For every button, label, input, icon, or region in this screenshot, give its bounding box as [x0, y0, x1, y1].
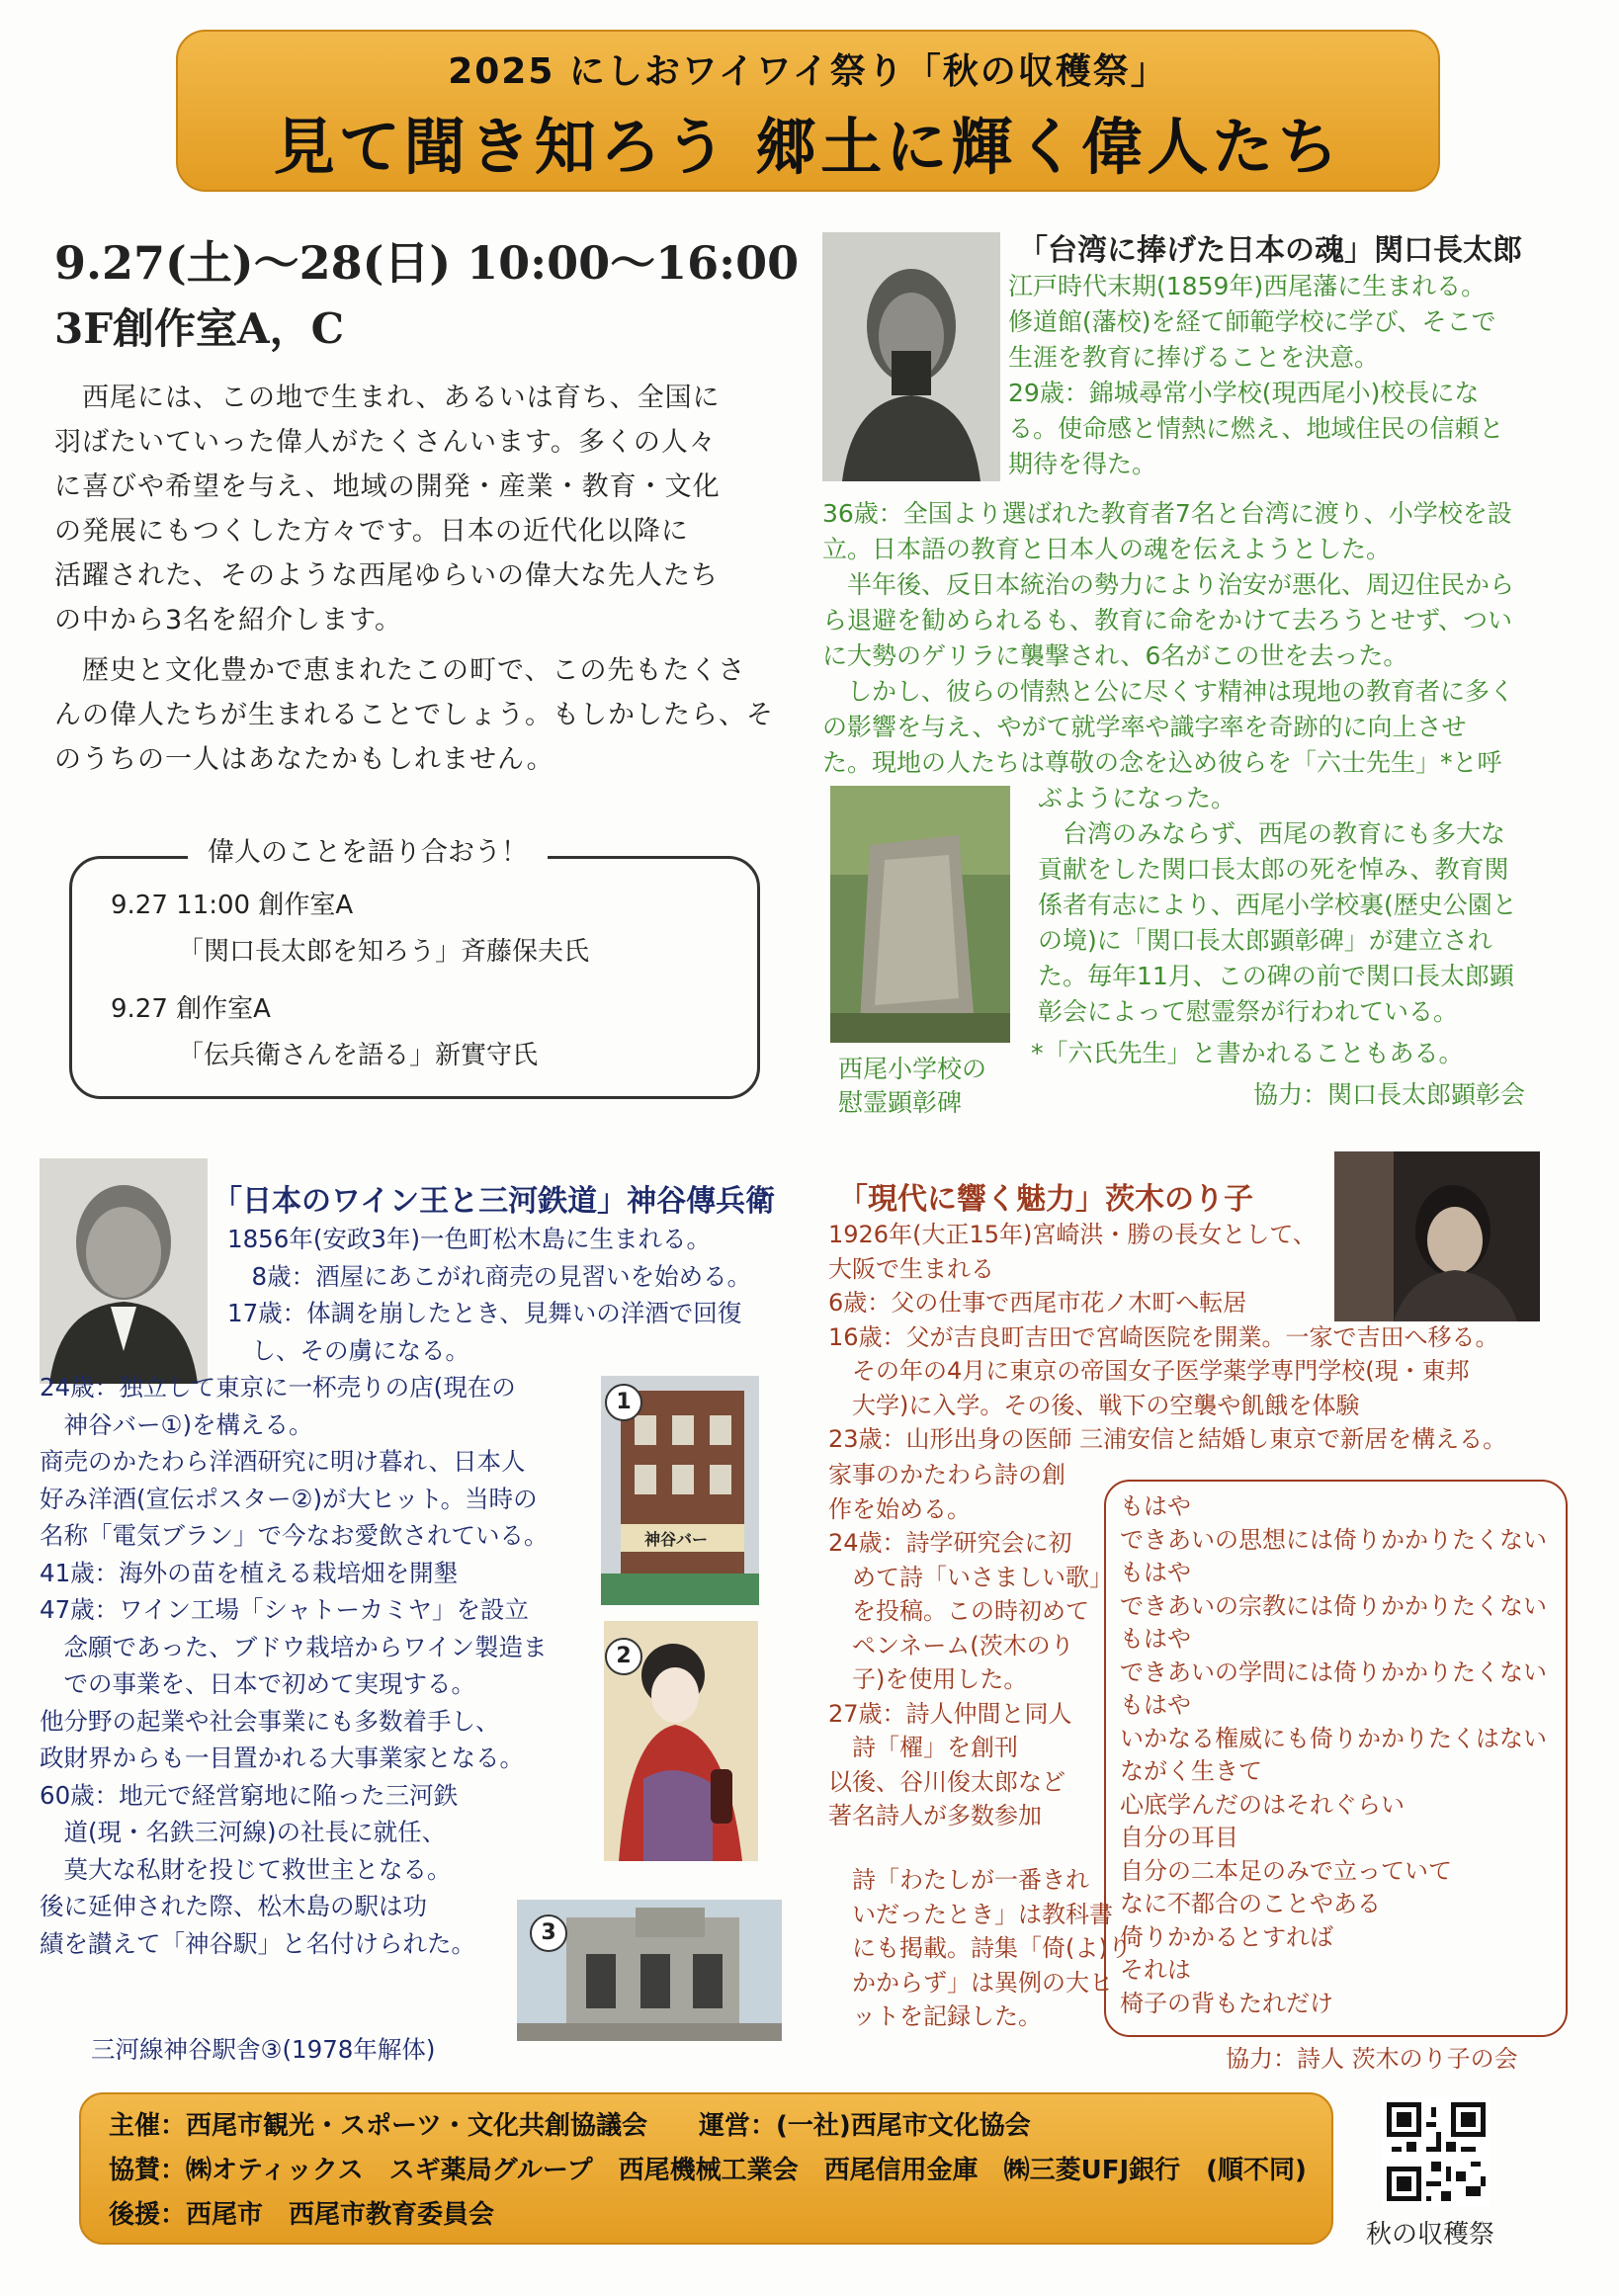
photo-badge-1: 1 — [605, 1384, 642, 1421]
sekiguchi-line: ぶようになった。 — [1038, 784, 1236, 812]
ibaragi-line: 27歳：詩人仲間と同人 — [828, 1699, 1072, 1728]
ibaragi-line: 著名詩人が多数参加 — [828, 1802, 1042, 1829]
kamiya-line: 神谷バー①)を構える。 — [40, 1409, 313, 1439]
monument-photo — [830, 786, 1010, 1043]
sekiguchi-line: の境)に「関口長太郎顕彰碑」が建立され — [1038, 926, 1492, 955]
sekiguchi-line: 立。日本語の教育と日本人の魂を伝えようとした。 — [822, 535, 1392, 563]
sekiguchi-line: の影響を与え、やがて就学率や識字率を奇跡的に向上させ — [822, 713, 1467, 741]
intro-text — [54, 376, 774, 782]
talk-box-title: 偉人のことを語り合おう！ — [188, 830, 548, 869]
sekiguchi-line: た。毎年11月、この碑の前で関口長太郎顕 — [1038, 962, 1514, 990]
ibaragi-line: 23歳：山形出身の医師 三浦安信と結婚し東京で新居を構える。 — [828, 1425, 1507, 1453]
kamiya-line: 他分野の起業や社会事業にも多数着手し、 — [40, 1706, 500, 1736]
ibaragi-line: 詩「わたしが一番きれ — [828, 1866, 1089, 1894]
ibaragi-line: 大阪で生まれる — [828, 1254, 994, 1283]
ibaragi-credit: 協力：詩人 茨木のり子の会 — [1226, 2045, 1518, 2073]
kamiya-line: 名称「電気ブラン」で今なお愛飲されている。 — [40, 1521, 549, 1550]
monument-caption — [838, 1053, 986, 1120]
intro-line: の中から3名を紹介します。 — [54, 605, 403, 636]
kamiya-line: 8歳：酒屋にあこがれ商売の見習いを始める。 — [227, 1261, 752, 1291]
ibaragi-line: 大学)に入学。その後、戦下の空襲や飢餓を体験 — [828, 1391, 1360, 1419]
poem-line: もはや — [1120, 1492, 1191, 1520]
intro-line: 西尾には、この地で生まれ、あるいは育ち、全国に — [54, 383, 721, 413]
ibaragi-line: にも掲載。詩集「倚(よ)り — [828, 1934, 1132, 1962]
ibaragi-bio-mid — [828, 1458, 1113, 1833]
sekiguchi-portrait — [822, 232, 1000, 481]
talk-1-when: 9.27 11:00 創作室A — [111, 891, 354, 920]
intro-line: 羽ばたいていった偉人がたくさんいます。多くの人々 — [54, 427, 717, 458]
talk-1-topic: 「関口長太郎を知ろう」斉藤保夫氏 — [178, 937, 590, 967]
sekiguchi-line: 期待を得た。 — [1008, 450, 1157, 478]
kamiya-line: 17歳：体調を崩したとき、見舞いの洋酒で回復 — [227, 1299, 742, 1327]
intro-line: の発展にもつくした方々です。日本の近代化以降に — [54, 516, 689, 547]
kamiya-line: 47歳：ワイン工場「シャトーカミヤ」を設立 — [40, 1595, 529, 1624]
event-datetime: 9.27(土)～28(日) 10:00～16:00 — [54, 236, 800, 290]
station-caption: 三河線神谷駅舎③(1978年解体) — [91, 2035, 436, 2064]
sekiguchi-bio-mid — [822, 496, 1514, 781]
kamiya-title: 「日本のワイン王と三河鉄道」神谷傳兵衛 — [213, 1184, 776, 1219]
kamiya-portrait — [40, 1158, 208, 1384]
kamiya-line: 後に延伸された際、松木島の駅は功 — [40, 1892, 427, 1920]
kamiya-line: 績を讃えて「神谷駅」と名付けられた。 — [40, 1928, 475, 1958]
intro-line: のうちの一人はあなたかもしれません。 — [54, 744, 554, 775]
kamiya-line: 24歳：独立して東京に一杯売りの店(現在の — [40, 1373, 516, 1402]
footer-support: 後援：西尾市 西尾市教育委員会 — [109, 2200, 495, 2230]
ibaragi-line: いだったとき」は教科書 — [828, 1900, 1113, 1928]
sekiguchi-bio-top — [1008, 269, 1504, 482]
poem-line: もはや — [1120, 1625, 1191, 1653]
sekiguchi-title: 「台湾に捧げた日本の魂」関口長太郎 — [1018, 233, 1522, 268]
ibaragi-line: ットを記録した。 — [828, 2002, 1042, 2030]
intro-line: 活躍された、そのような西尾ゆらいの偉大な先人たち — [54, 560, 719, 591]
ibaragi-line: 家事のかたわら詩の創 — [828, 1461, 1065, 1488]
talk-2-when: 9.27 創作室A — [111, 994, 271, 1024]
ibaragi-line: 6歳：父の仕事で西尾市花ノ木町へ転居 — [828, 1289, 1247, 1317]
ibaragi-line: 以後、谷川俊太郎など — [828, 1767, 1065, 1796]
intro-line: 歴史と文化豊かで恵まれたこの町で、この先もたくさ — [54, 655, 746, 686]
monument-caption-line: 西尾小学校の — [838, 1055, 987, 1083]
qr-code[interactable] — [1382, 2097, 1491, 2206]
photo-badge-2: 2 — [605, 1638, 642, 1675]
poem-line: いかなる権威にも倚りかかりたくはない — [1120, 1724, 1547, 1752]
sekiguchi-line: に大勢のゲリラに襲撃され、6名がこの世を去った。 — [822, 641, 1408, 670]
sekiguchi-credit: 協力：関口長太郎顕彰会 — [1253, 1080, 1526, 1109]
ibaragi-bio-top — [828, 1218, 1506, 1457]
ibaragi-line: 子)を使用した。 — [828, 1665, 1028, 1693]
kamiya-bio-main — [40, 1369, 549, 1962]
photo-badge-3: 3 — [530, 1914, 567, 1952]
sekiguchi-line: 係者有志により、西尾小学校裏(歴史公園と — [1038, 891, 1517, 919]
sekiguchi-line: 29歳：錦城尋常小学校(現西尾小)校長にな — [1008, 379, 1480, 407]
poem-line: 椅子の背もたれだけ — [1120, 1989, 1333, 2017]
header-banner — [176, 30, 1440, 192]
ibaragi-line: を投稿。この時初めて — [828, 1597, 1089, 1625]
sekiguchi-line: 修道館(藩校)を経て師範学校に学び、そこで — [1008, 307, 1496, 336]
intro-line: んの偉人たちが生まれることでしょう。もしかしたら、そ — [54, 700, 774, 730]
kamiya-line: 1856年(安政3年)一色町松木島に生まれる。 — [227, 1225, 712, 1253]
kamiya-line: 好み洋酒(宣伝ポスター②)が大ヒット。当時の — [40, 1484, 538, 1513]
monument-caption-line: 慰霊顕彰碑 — [838, 1088, 963, 1117]
ibaragi-line: その年の4月に東京の帝国女子医学薬学専門学校(現・東邦 — [828, 1357, 1470, 1385]
sekiguchi-line: る。使命感と情熱に燃え、地域住民の信頼と — [1008, 414, 1504, 443]
poem-line: それは — [1120, 1956, 1191, 1984]
talk-2-topic: 「伝兵衛さんを語る」新實守氏 — [178, 1041, 539, 1070]
ibaragi-line: 24歳：詩学研究会に初 — [828, 1529, 1072, 1557]
event-subtitle: 2025 にしおワイワイ祭り「秋の収穫祭」 — [448, 51, 1168, 92]
sekiguchi-bio-bottom — [1038, 781, 1517, 1030]
ibaragi-line: かからず」は異例の大ヒ — [828, 1968, 1113, 1997]
poem-text — [1120, 1490, 1547, 2020]
kamiya-bar-sign: 神谷バー — [644, 1530, 709, 1549]
poem-line: ながく生きて — [1120, 1757, 1262, 1785]
sekiguchi-line: 半年後、反日本統治の勢力により治安が悪化、周辺住民から — [822, 570, 1515, 599]
kamiya-line: 41歳：海外の苗を植える栽培畑を開墾 — [40, 1558, 459, 1587]
poem-line: できあいの思想には倚りかかりたくない — [1120, 1525, 1547, 1554]
poem-line: もはや — [1120, 1691, 1191, 1719]
ibaragi-line: めて詩「いさましい歌」 — [828, 1563, 1113, 1591]
sekiguchi-line: 彰会によって慰霊祭が行われている。 — [1038, 997, 1459, 1026]
ibaragi-bio-bottom — [828, 1863, 1132, 2034]
poem-line: なに不都合のことやある — [1120, 1890, 1381, 1917]
kamiya-line: での事業を、日本で初めて実現する。 — [40, 1669, 475, 1698]
poem-line: 心底学んだのはそれぐらい — [1120, 1790, 1405, 1819]
poem-line: 自分の二本足のみで立っていて — [1120, 1856, 1452, 1885]
qr-caption: 秋の収穫祭 — [1366, 2220, 1495, 2250]
ibaragi-title: 「現代に響く魅力」茨木のり子 — [838, 1182, 1253, 1217]
sekiguchi-line: 貢献をした関口長太郎の死を悼み、教育関 — [1038, 855, 1509, 884]
poem-line: 倚りかかるとすれば — [1120, 1922, 1333, 1951]
sekiguchi-line: 生涯を教育に捧げることを決意。 — [1008, 343, 1380, 372]
ibaragi-line: ペンネーム(茨木のり — [828, 1631, 1074, 1659]
sekiguchi-line: 36歳：全国より選ばれた教育者7名と台湾に渡り、小学校を設 — [822, 499, 1512, 528]
kamiya-line: 莫大な私財を投じて救世主となる。 — [40, 1854, 452, 1884]
sekiguchi-line: 台湾のみならず、西尾の教育にも多大な — [1038, 819, 1506, 848]
footer-sponsors: 協賛：㈱オティックス スギ薬局グループ 西尾機械工業会 西尾信用金庫 ㈱三菱UFJ銀行 (順不同) — [109, 2156, 1307, 2185]
kamiya-line: し、その虜になる。 — [227, 1335, 469, 1365]
poem-line: できあいの宗教には倚りかかりたくない — [1120, 1591, 1547, 1620]
kamiya-line: 念願であった、ブドウ栽培からワイン製造ま — [40, 1632, 548, 1661]
sekiguchi-line: た。現地の人たちは尊敬の念を込め彼らを「六士先生」*と呼 — [822, 748, 1502, 777]
ibaragi-line: 1926年(大正15年)宮崎洪・勝の長女として、 — [828, 1221, 1317, 1248]
kamiya-line: 政財界からも一目置かれる大事業家となる。 — [40, 1743, 524, 1772]
kamiya-line: 商売のかたわら洋酒研究に明け暮れ、日本人 — [40, 1447, 526, 1476]
ibaragi-line: 作を始める。 — [828, 1494, 971, 1523]
kamiya-line: 60歳：地元で経営窮地に陥った三河鉄 — [40, 1780, 459, 1810]
kamiya-bio-top — [227, 1221, 751, 1369]
sekiguchi-line: 江戸時代末期(1859年)西尾藩に生まれる。 — [1008, 272, 1487, 300]
footer-organizer: 主催：西尾市観光・スポーツ・文化共創協議会 運営：(一社)西尾市文化協会 — [109, 2111, 1031, 2141]
ibaragi-line: 詩「櫂」を創刊 — [828, 1734, 1018, 1761]
ibaragi-line: 16歳：父が吉良町吉田で宮崎医院を開業。一家で吉田へ移る。 — [828, 1322, 1499, 1351]
sekiguchi-line: ら退避を勧められるも、教育に命をかけて去ろうとせず、つい — [822, 606, 1513, 635]
poem-line: できあいの学問には倚りかかりたくない — [1120, 1658, 1547, 1686]
sekiguchi-note: *「六氏先生」と書かれることもある。 — [1031, 1039, 1464, 1067]
kamiya-line: 道(現・名鉄三河線)の社長に就任、 — [40, 1818, 447, 1846]
page-title: 見て聞き知ろう 郷土に輝く偉人たち — [273, 111, 1343, 183]
event-room: 3F創作室A，C — [54, 304, 345, 353]
sekiguchi-line: しかし、彼らの情熱と公に尽くす精神は現地の教育者に多く — [822, 677, 1515, 706]
poem-line: 自分の耳目 — [1120, 1824, 1238, 1851]
intro-line: に喜びや希望を与え、地域の開発・産業・教育・文化 — [54, 471, 721, 502]
poem-line: もはや — [1120, 1559, 1191, 1586]
